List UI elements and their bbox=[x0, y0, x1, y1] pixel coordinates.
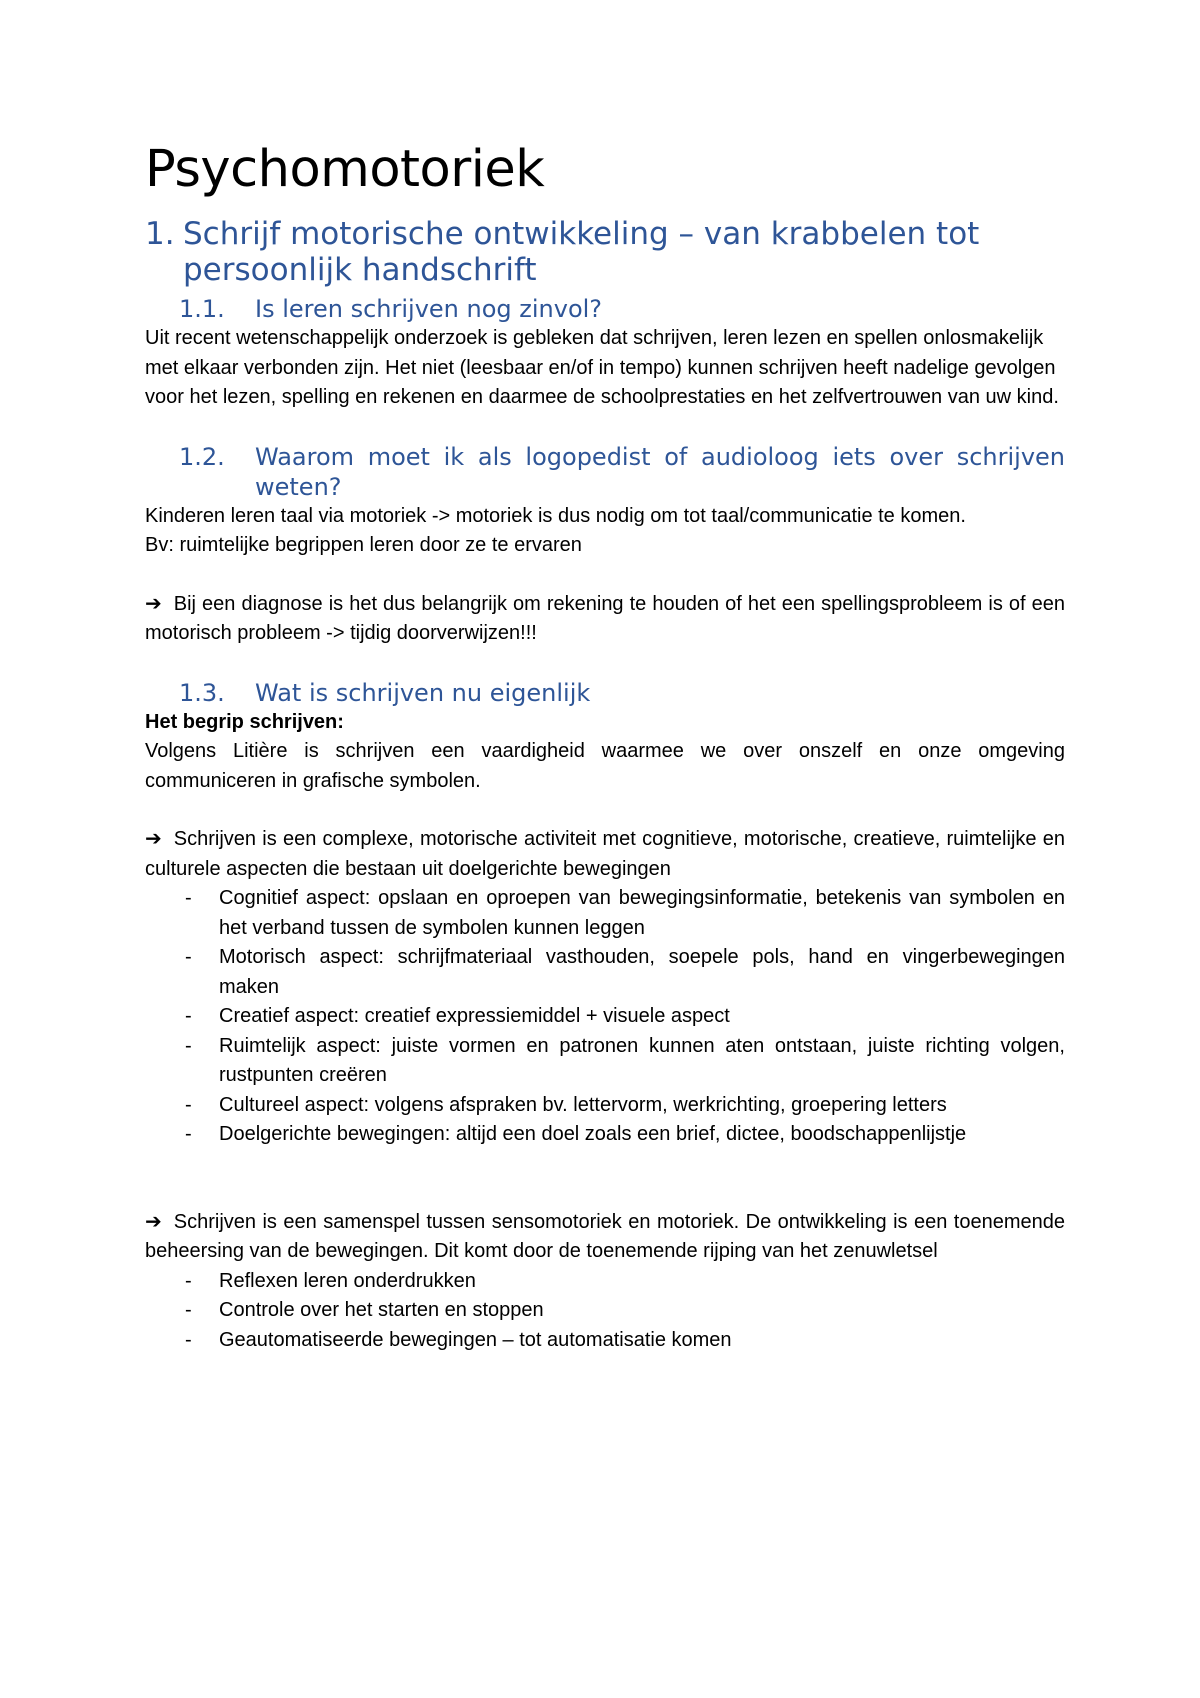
dash-icon: - bbox=[185, 1269, 192, 1292]
document-body bbox=[145, 140, 1065, 1355]
example-1-2: Bv: ruimtelijke begrippen leren door ze te ervaren bbox=[145, 534, 582, 556]
list-item: - Cultureel aspect: volgens afspraken bv. lettervorm, werkrichting, groepering letters bbox=[145, 1091, 1065, 1121]
arrow-icon: ➔ bbox=[145, 1210, 162, 1233]
heading-1-1 bbox=[145, 294, 1065, 324]
arrow-paragraph-1-2-text: Bij een diagnose is het dus belangrijk om rekening te houden of het een spellingsprobleem is of een motorisch probleem -> tijdig doorverwijzen!!! bbox=[145, 592, 1065, 644]
arrow-paragraph-1-3-a-text: Schrijven is een complexe, motorische activiteit met cognitieve, motorische, creatieve, ruimtelijke en culturele aspecten die bestaan uit doelgerichte bewegingen bbox=[145, 828, 1065, 880]
list-item: - Controle over het starten en stoppen bbox=[145, 1296, 1065, 1326]
arrow-icon: ➔ bbox=[145, 592, 162, 615]
heading-1-1-text: Is leren schrijven nog zinvol? bbox=[255, 295, 603, 323]
dash-icon: - bbox=[185, 1328, 192, 1351]
arrow-paragraph-1-3-b bbox=[145, 1208, 1065, 1267]
paragraph-1-2: Kinderen leren taal via motoriek -> motoriek is dus nodig om tot taal/communicatie te komen. bbox=[145, 504, 966, 527]
list-item: - Motorisch aspect: schrijfmateriaal vasthouden, soepele pols, hand en vingerbewegingen maken bbox=[145, 943, 1065, 1002]
list-item: - Ruimtelijk aspect: juiste vormen en patronen kunnen aten ontstaan, juiste richting volgen, rustpunten creëren bbox=[145, 1032, 1065, 1091]
heading-1-2 bbox=[145, 442, 1065, 502]
heading-1-text: Schrijf motorische ontwikkeling – van krabbelen tot persoonlijk handschrift bbox=[183, 216, 980, 288]
heading-1-3-text: Wat is schrijven nu eigenlijk bbox=[255, 678, 591, 707]
bold-label-1-3: Het begrip schrijven: bbox=[145, 710, 344, 733]
heading-1-3-number: 1.3. bbox=[179, 678, 225, 707]
list-item: - Cognitief aspect: opslaan en oproepen van bewegingsinformatie, betekenis van symbolen en het verband tussen de symbolen kunnen leggen bbox=[145, 884, 1065, 943]
dash-icon: - bbox=[185, 946, 192, 968]
dash-icon: - bbox=[185, 1005, 192, 1027]
arrow-paragraph-1-3-b-text: Schrijven is een samenspel tussen sensomotoriek en motoriek. De ontwikkeling is een toenemende beheersing van de bewegingen. Dit komt door de toenemende rijping van het zenuwletsel bbox=[145, 1210, 1065, 1262]
list-item: - Geautomatiseerde bewegingen – tot automatisatie komen bbox=[145, 1326, 1065, 1356]
heading-1-2-text: Waarom moet ik als logopedist of audioloog iets over schrijven weten? bbox=[255, 442, 1065, 501]
list-item: - Reflexen leren onderdrukken bbox=[145, 1267, 1065, 1297]
list-item: - Doelgerichte bewegingen: altijd een doel zoals een brief, dictee, boodschappenlijstje bbox=[145, 1120, 1065, 1150]
dash-icon: - bbox=[185, 1123, 192, 1145]
aspects-list bbox=[145, 884, 1065, 1150]
dash-icon: - bbox=[185, 1093, 192, 1116]
definition-1-3: Volgens Litière is schrijven een vaardigheid waarmee we over onszelf en onze omgeving communiceren in grafische symbolen. bbox=[145, 740, 1065, 792]
heading-1-1-number: 1.1. bbox=[179, 295, 225, 323]
document-title: Psychomotoriek bbox=[145, 140, 545, 199]
development-list bbox=[145, 1267, 1065, 1356]
list-item: - Creatief aspect: creatief expressiemiddel + visuele aspect bbox=[145, 1002, 1065, 1032]
paragraph-1-1: Uit recent wetenschappelijk onderzoek is gebleken dat schrijven, leren lezen en spellen onlosmakelijk met elkaar verbonden zijn. Het niet (leesbaar en/of in tempo) kunnen schrijven heeft nadelige gevolgen voor het lezen, spelling en rekenen en daarmee de schoolprestaties en het zelfvertrouwen van uw kind. bbox=[145, 327, 1059, 408]
heading-1 bbox=[145, 216, 1065, 288]
heading-1-2-number: 1.2. bbox=[179, 442, 225, 471]
arrow-paragraph-1-3-a bbox=[145, 825, 1065, 884]
arrow-icon: ➔ bbox=[145, 828, 162, 850]
dash-icon: - bbox=[185, 887, 192, 909]
heading-1-number: 1. bbox=[145, 216, 175, 252]
dash-icon: - bbox=[185, 1299, 192, 1321]
arrow-paragraph-1-2 bbox=[145, 590, 1065, 649]
heading-1-3 bbox=[145, 678, 1065, 708]
dash-icon: - bbox=[185, 1034, 192, 1057]
